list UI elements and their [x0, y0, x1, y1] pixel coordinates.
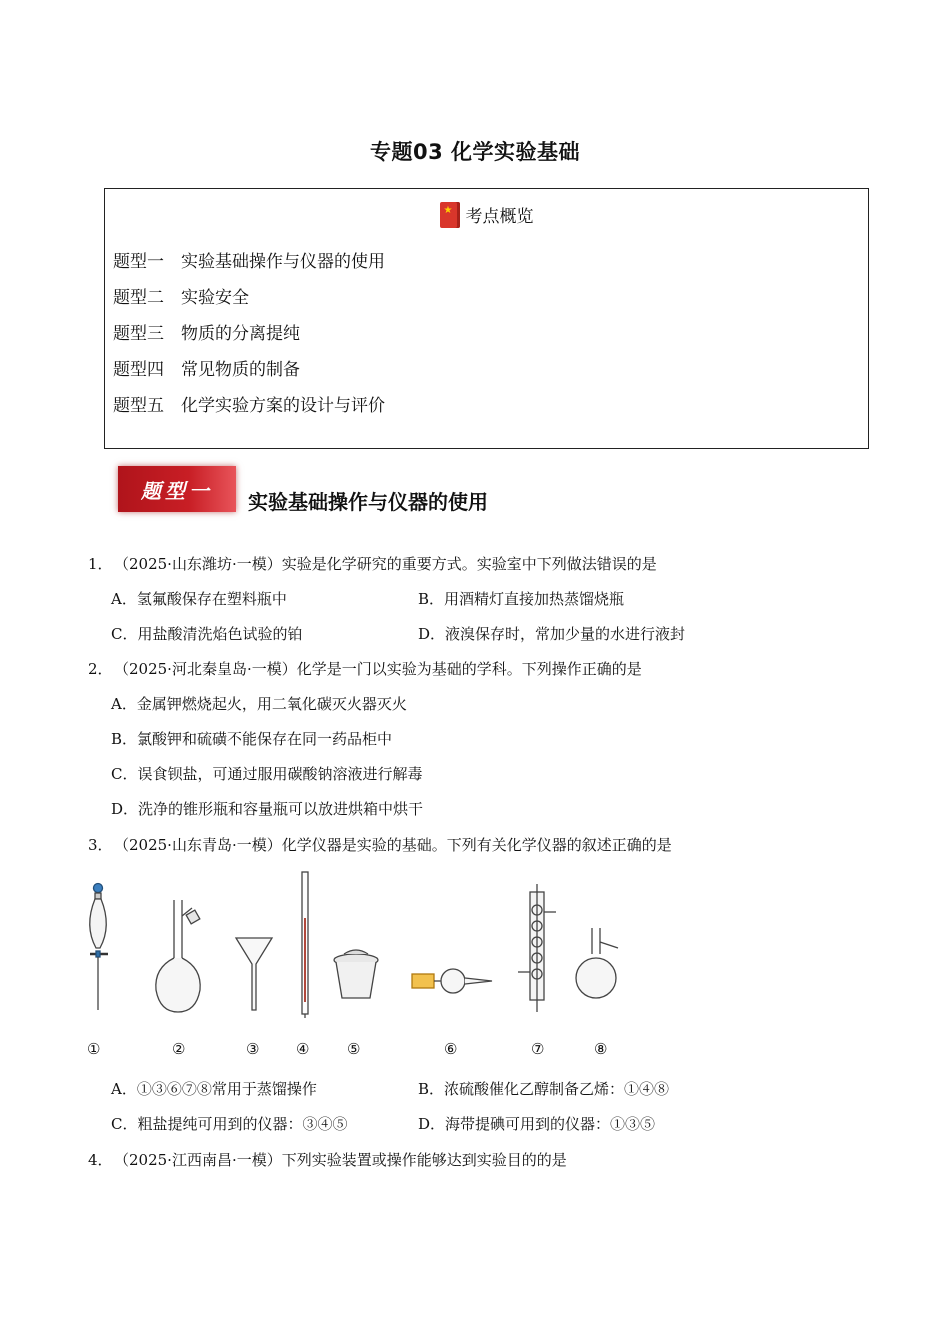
option-a[interactable]: A．金属钾燃烧起火，用二氧化碳灭火器灭火	[111, 695, 407, 713]
overview-item[interactable]	[113, 283, 249, 308]
question-number: 3．	[88, 836, 113, 854]
round-flask-icon	[412, 969, 492, 993]
overview-item-label: 题型四	[113, 360, 164, 380]
option-b[interactable]: B．用酒精灯直接加热蒸馏烧瓶	[418, 590, 625, 608]
question-text: （2025·河北秦皇岛·一模）化学是一门以实验为基础的学科。下列操作正确的是	[114, 660, 642, 678]
apparatus-label: ①	[87, 1040, 101, 1058]
overview-item[interactable]	[113, 355, 300, 380]
option-b[interactable]: B．氯酸钾和硫磺不能保存在同一药品柜中	[111, 730, 393, 748]
overview-item-text: 实验基础操作与仪器的使用	[181, 252, 385, 272]
overview-item[interactable]	[113, 247, 385, 272]
overview-box	[104, 188, 869, 449]
option-c[interactable]: C．误食钡盐，可通过服用碳酸钠溶液进行解毒	[111, 765, 423, 783]
apparatus-label: ⑥	[444, 1040, 458, 1058]
overview-item-label: 题型二	[113, 288, 164, 308]
apparatus-figure	[78, 866, 638, 1022]
page-title: 专题03 化学实验基础	[369, 140, 581, 164]
section-title: 实验基础操作与仪器的使用	[248, 490, 488, 514]
overview-item[interactable]	[113, 391, 385, 416]
book-icon	[440, 202, 460, 228]
apparatus-label: ④	[296, 1040, 310, 1058]
option-b[interactable]: B．浓硫酸催化乙醇制备乙烯：①④⑧	[418, 1080, 670, 1098]
overview-item-label: 题型一	[113, 252, 164, 272]
apparatus-label: ⑤	[347, 1040, 361, 1058]
question-number: 2．	[88, 660, 113, 678]
burette-icon	[302, 872, 308, 1018]
condenser-icon	[518, 884, 556, 1012]
overview-item-label: 题型三	[113, 324, 164, 344]
option-c[interactable]: C．用盐酸清洗焰色试验的铂	[111, 625, 303, 643]
apparatus-label: ③	[246, 1040, 260, 1058]
section-banner: 题型一	[118, 466, 236, 512]
overview-item-text: 常见物质的制备	[181, 360, 300, 380]
overview-item-text: 化学实验方案的设计与评价	[181, 396, 385, 416]
question-number: 1．	[88, 555, 113, 573]
option-d[interactable]: D．海带提碘可用到的仪器：①③⑤	[418, 1115, 656, 1133]
question-stem	[88, 553, 657, 574]
overview-item-text: 实验安全	[181, 288, 249, 308]
overview-heading-text: 考点概览	[465, 207, 534, 227]
option-d[interactable]: D．液溴保存时，常加少量的水进行液封	[418, 625, 686, 643]
distilling-flask-icon	[576, 928, 618, 998]
question-text: （2025·山东青岛·一模）化学仪器是实验的基础。下列有关化学仪器的叙述正确的是	[114, 836, 672, 854]
question-stem	[88, 658, 642, 679]
question-stem	[88, 834, 672, 855]
question-text: （2025·山东潍坊·一模）实验是化学研究的重要方式。实验室中下列做法错误的是	[114, 555, 657, 573]
option-a[interactable]: A．氢氟酸保存在塑料瓶中	[111, 590, 287, 608]
overview-item[interactable]	[113, 319, 300, 344]
apparatus-label: ⑧	[594, 1040, 608, 1058]
question-number: 4．	[88, 1151, 113, 1169]
option-c[interactable]: C．粗盐提纯可用到的仪器：③④⑤	[111, 1115, 348, 1133]
option-d[interactable]: D．洗净的锥形瓶和容量瓶可以放进烘箱中烘干	[111, 800, 424, 818]
funnel-icon	[236, 938, 272, 1010]
option-a[interactable]: A．①③⑥⑦⑧常用于蒸馏操作	[111, 1080, 317, 1098]
volumetric-flask-icon	[156, 900, 200, 1012]
apparatus-label: ⑦	[531, 1040, 545, 1058]
question-text: （2025·江西南昌·一模）下列实验装置或操作能够达到实验目的的是	[114, 1151, 567, 1169]
separatory-funnel-icon	[90, 884, 108, 1011]
question-stem	[88, 1149, 567, 1170]
crucible-icon	[334, 950, 378, 998]
overview-heading	[105, 202, 868, 228]
overview-item-label: 题型五	[113, 396, 164, 416]
apparatus-label: ②	[172, 1040, 186, 1058]
overview-item-text: 物质的分离提纯	[181, 324, 300, 344]
